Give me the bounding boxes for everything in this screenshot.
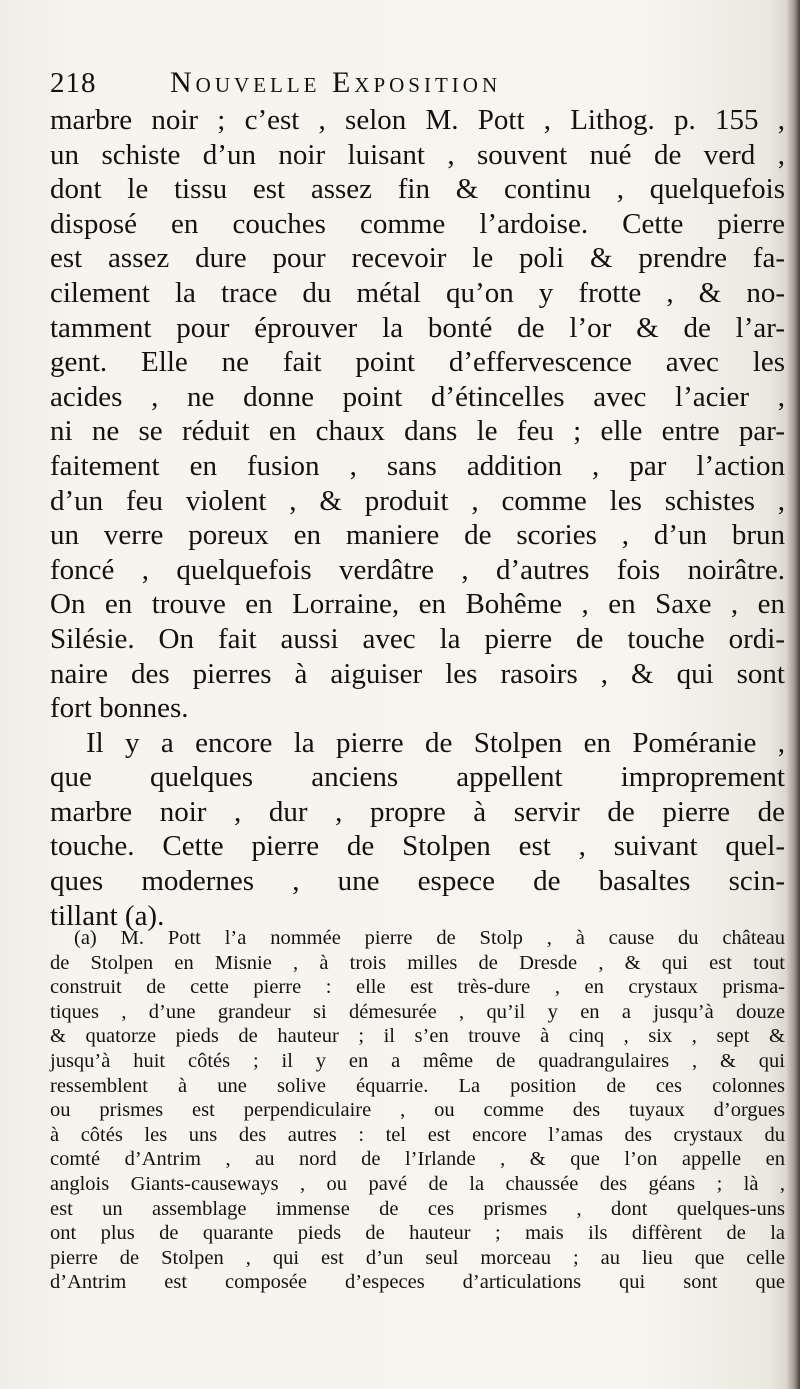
- text-line: marbre noir ; c’est , selon M. Pott , Lithog. p. 155 ,: [50, 104, 785, 136]
- text-line: foncé , quelquefois verdâtre , d’autres fois noirâtre.: [50, 553, 785, 586]
- text-line: touche. Cette pierre de Stolpen est , suivant quel-: [50, 830, 785, 863]
- footnote-line: construit de cette pierre : elle est très-dure , en crystaux prisma-: [50, 976, 785, 999]
- text-line: d’un feu violent , & produit , comme les schistes ,: [50, 484, 785, 517]
- footnote-line: ou prismes est perpendiculaire , ou comme des tuyaux d’orgues: [50, 1099, 785, 1122]
- text-line: un verre poreux en maniere de scories , d’un brun: [50, 519, 785, 552]
- text-line: Silésie. On fait aussi avec la pierre de touche ordi-: [50, 622, 785, 655]
- footnote-block: [50, 926, 785, 1295]
- text-line: Il y a encore la pierre de Stolpen en Poméranie ,: [86, 726, 785, 759]
- text-line: est assez dure pour recevoir le poli & prendre fa-: [50, 242, 785, 275]
- footnote-line: à côtés les uns des autres : tel est encore l’amas des crystaux du: [50, 1123, 785, 1146]
- footnote-line: anglois Giants-causeways , ou pavé de la chaussée des géans ; là ,: [50, 1172, 785, 1195]
- text-line: disposé en couches comme l’ardoise. Cette pierre: [50, 207, 785, 240]
- text-line: faitement en fusion , sans addition , par l’action: [50, 449, 785, 482]
- text-line: tamment pour éprouver la bonté de l’or & de l’ar-: [50, 311, 785, 344]
- footnote-line: tiques , d’une grandeur si démesurée , qu’il y en a jusqu’à douze: [50, 1000, 785, 1023]
- running-header: [50, 66, 770, 106]
- text-line: cilement la trace du métal qu’on y frotte , & no-: [50, 276, 785, 309]
- running-title: Nouvelle Exposition: [170, 66, 502, 99]
- text-line: ques modernes , une espece de basaltes scin-: [50, 865, 785, 898]
- footnote-line: d’Antrim est composée d’especes d’articulations qui sont que: [50, 1271, 785, 1294]
- text-line: naire des pierres à aiguiser les rasoirs , & qui sont: [50, 657, 785, 690]
- footnote-line: de Stolpen en Misnie , à trois milles de Dresde , & qui est tout: [50, 951, 785, 974]
- text-line: On en trouve en Lorraine, en Bohême , en Saxe , en: [50, 588, 785, 621]
- text-line: tillant (a).: [50, 899, 165, 932]
- footnote-line: jusqu’à huit côtés ; il y en a même de quadrangulaires , & qui: [50, 1049, 785, 1072]
- footnote-line: ont plus de quarante pieds de hauteur ; mais ils diffèrent de la: [50, 1222, 785, 1245]
- footnote-line: est un assemblage immense de ces prismes , dont quelques-uns: [50, 1197, 785, 1220]
- text-line: acides , ne donne point d’étincelles avec l’acier ,: [50, 380, 785, 413]
- text-line: dont le tissu est assez fin & continu , quelquefois: [50, 173, 785, 206]
- page-binding-shadow: [786, 0, 800, 1389]
- text-line: que quelques anciens appellent improprement: [50, 761, 785, 794]
- footnote-line: ressemblent à une solive équarrie. La position de ces colonnes: [50, 1074, 785, 1097]
- footnote-line: pierre de Stolpen , qui est d’un seul morceau ; au lieu que celle: [50, 1246, 785, 1269]
- text-line: gent. Elle ne fait point d’effervescence avec les: [50, 346, 785, 379]
- main-text-block: [50, 103, 785, 933]
- text-line: marbre noir , dur , propre à servir de pierre de: [50, 795, 785, 828]
- footnote-line: & quatorze pieds de hauteur ; il s’en trouve à cinq , six , sept &: [50, 1025, 785, 1048]
- footnote-line: (a) M. Pott l’a nommée pierre de Stolp , à cause du château: [74, 927, 785, 949]
- text-line: fort bonnes.: [50, 692, 189, 725]
- page-number: 218: [50, 67, 97, 99]
- footnote-line: comté d’Antrim , au nord de l’Irlande , & que l’on appelle en: [50, 1148, 785, 1171]
- text-line: un schiste d’un noir luisant , souvent nué de verd ,: [50, 138, 785, 171]
- text-line: ni ne se réduit en chaux dans le feu ; elle entre par-: [50, 415, 785, 448]
